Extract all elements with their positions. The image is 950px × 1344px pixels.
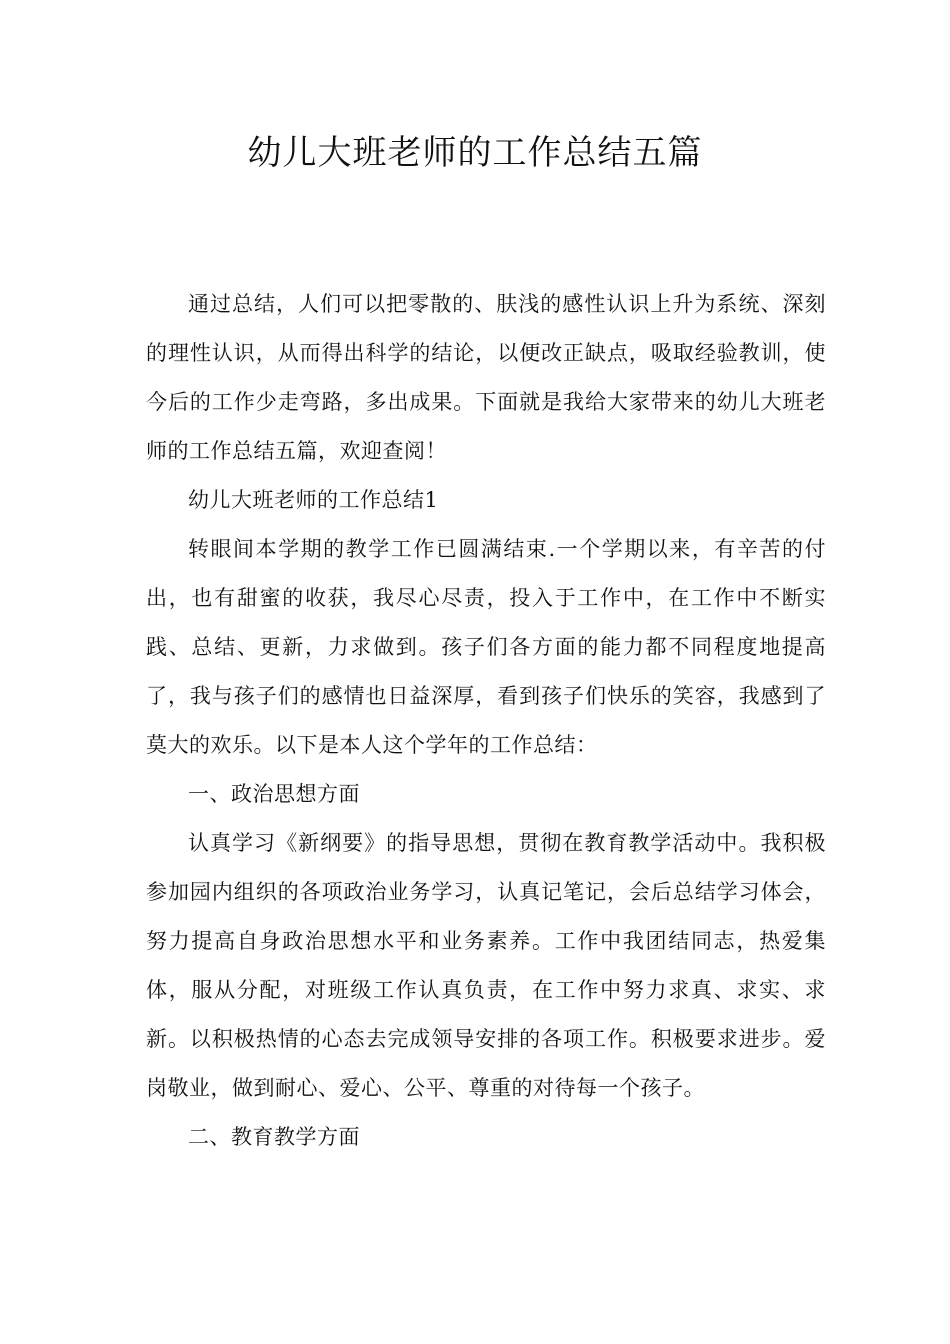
section-heading-teaching: 二、教育教学方面 (188, 1125, 360, 1149)
intro-paragraph: 通过总结，人们可以把零散的、肤浅的感性认识上升为系统、深刻的理性认识，从而得出科学的结论，以便改正缺点，吸取经验教训，使今后的工作少走弯路，多出成果。下面就是我给大家带来的幼儿大班老师的工作总结五篇，欢迎查阅！ (146, 292, 826, 463)
document-body (146, 280, 826, 1162)
section-heading-political: 一、政治思想方面 (188, 782, 360, 806)
section-heading-summary-1: 幼儿大班老师的工作总结1 (188, 488, 439, 512)
document-title: 幼儿大班老师的工作总结五篇 (247, 133, 703, 173)
political-paragraph: 认真学习《新纲要》的指导思想，贯彻在教育教学活动中。我积极参加园内组织的各项政治业务学习，认真记笔记，会后总结学习体会，努力提高自身政治思想水平和业务素养。工作中我团结同志，热爱集体，服从分配，对班级工作认真负责，在工作中努力求真、求实、求新。以积极热情的心态去完成领导安排的各项工作。积极要求进步。爱岗敬业，做到耐心、爱心、公平、尊重的对待每一个孩子。 (146, 831, 826, 1100)
summary-1-paragraph: 转眼间本学期的教学工作已圆满结束.一个学期以来，有辛苦的付出，也有甜蜜的收获，我尽心尽责，投入于工作中，在工作中不断实践、总结、更新，力求做到。孩子们各方面的能力都不同程度地提高了，我与孩子们的感情也日益深厚，看到孩子们快乐的笑容，我感到了莫大的欢乐。以下是本人这个学年的工作总结： (146, 537, 826, 757)
